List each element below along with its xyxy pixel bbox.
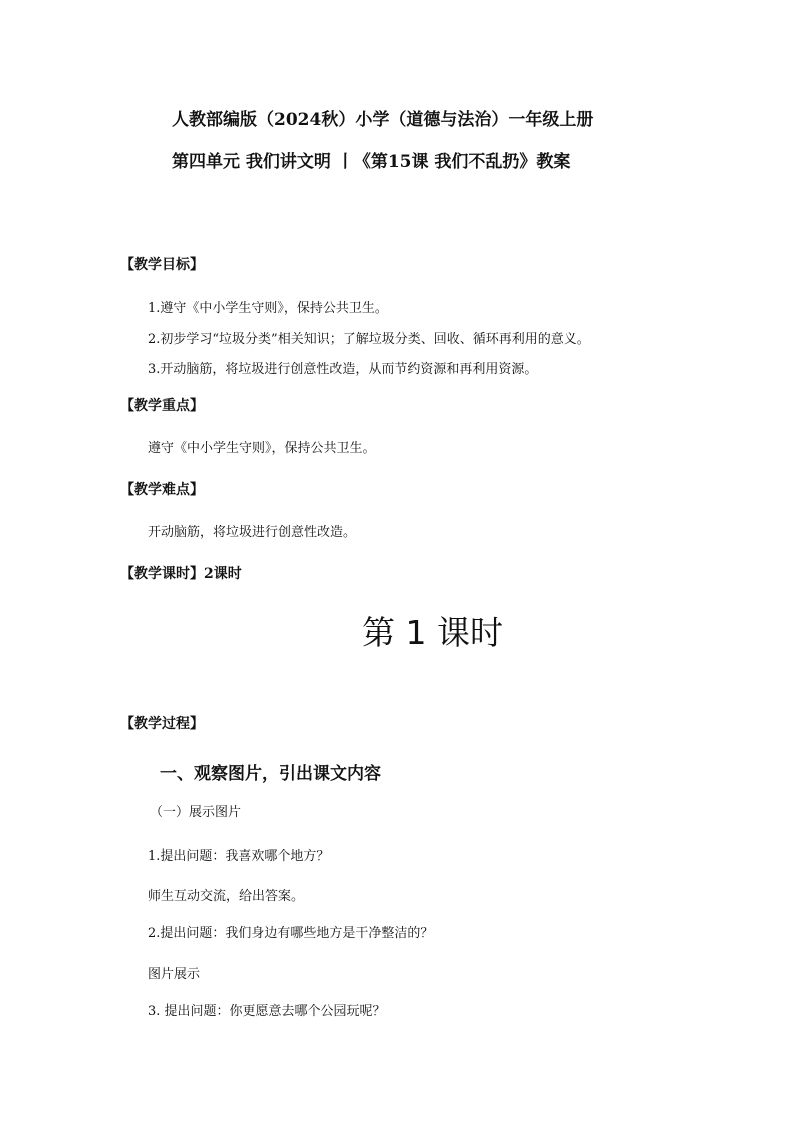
difficult-points-text: 开动脑筋，将垃圾进行创意性改造。: [148, 525, 357, 540]
difficult-points-heading: 【教学难点】: [120, 482, 204, 498]
document-title-line2: 第四单元 我们讲文明 丨《第15课 我们不乱扔》教案: [172, 152, 571, 172]
period-title: 第 1 课时: [362, 613, 503, 652]
objective-item-2: 2.初步学习“垃圾分类”相关知识；了解垃圾分类、回收、循环再利用的意义。: [148, 332, 590, 347]
objectives-heading: 【教学目标】: [120, 257, 204, 273]
document-title-line1: 人教部编版（2024秋）小学（道德与法治）一年级上册: [172, 110, 594, 130]
process-line-4: 图片展示: [148, 967, 201, 982]
key-points-text: 遵守《中小学生守则》，保持公共卫生。: [148, 441, 376, 456]
section-1-title: 一、观察图片，引出课文内容: [160, 764, 381, 784]
process-line-3: 2.提出问题：我们身边有哪些地方是干净整洁的？: [148, 926, 434, 941]
key-points-heading: 【教学重点】: [120, 398, 204, 414]
process-line-5: 3. 提出问题：你更愿意去哪个公园玩呢？: [148, 1004, 386, 1019]
process-heading: 【教学过程】: [120, 716, 204, 732]
subsection-1-title: （一）展示图片: [150, 805, 242, 820]
process-line-1: 1.提出问题：我喜欢哪个地方？: [148, 849, 330, 864]
lesson-hours-heading: 【教学课时】2课时: [120, 566, 242, 582]
objective-item-3: 3.开动脑筋，将垃圾进行创意性改造，从而节约资源和再利用资源。: [148, 362, 538, 377]
objective-item-1: 1.遵守《中小学生守则》，保持公共卫生。: [148, 301, 388, 316]
process-line-2: 师生互动交流，给出答案。: [148, 889, 305, 904]
